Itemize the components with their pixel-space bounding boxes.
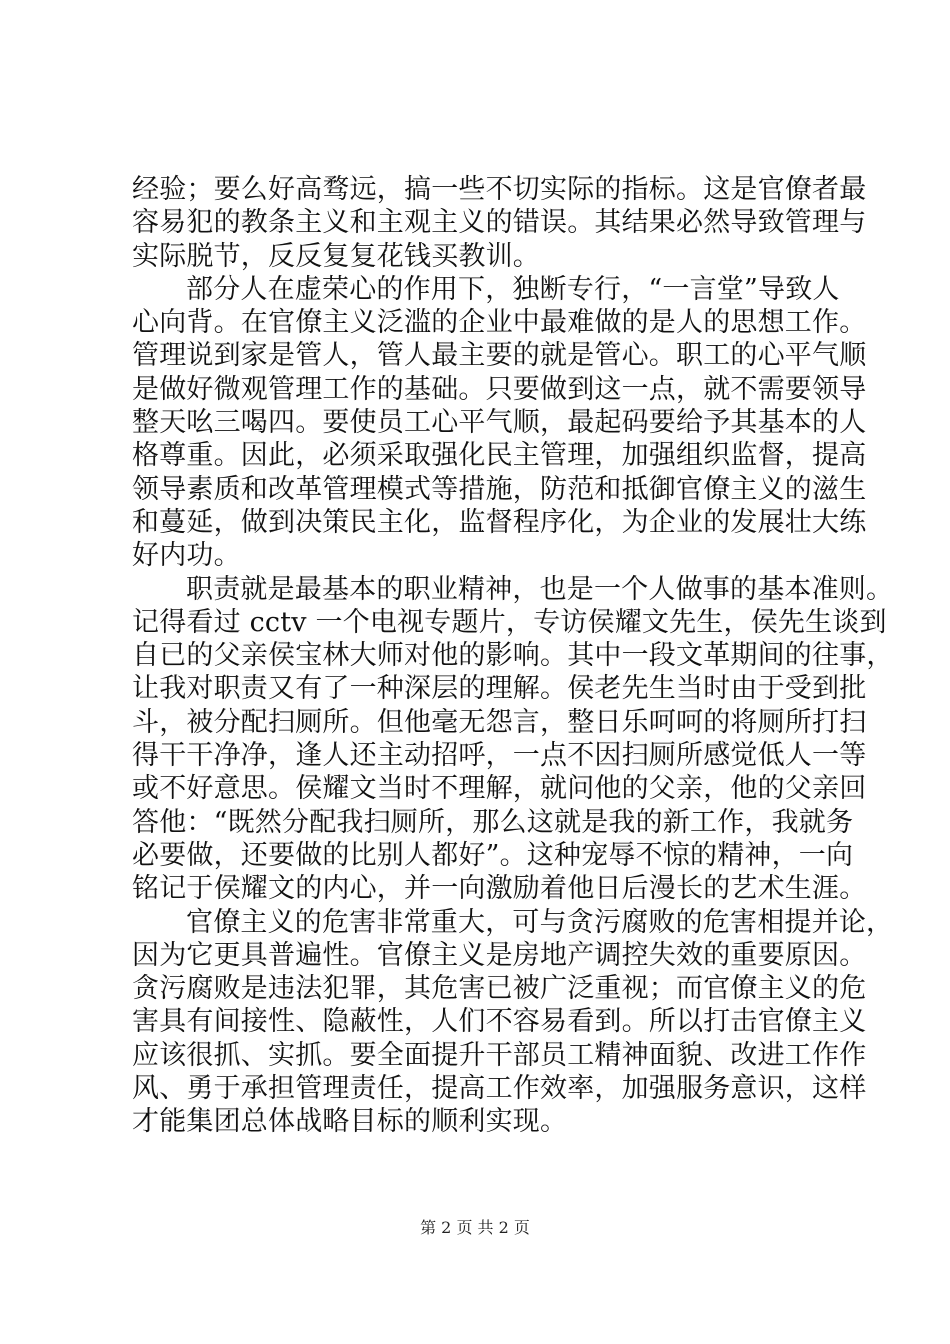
text-line: 铭记于侯耀文的内心，并一向激励着他日后漫长的艺术生涯。 xyxy=(132,873,867,905)
text-line: 风、勇于承担管理责任，提高工作效率，加强服务意识，这样 xyxy=(132,1073,867,1105)
text-line: 记得看过 cctv 一个电视专题片，专访侯耀文先生，侯先生谈到 xyxy=(132,606,887,638)
text-line: 让我对职责又有了一种深层的理解。侯老先生当时由于受到批 xyxy=(132,673,867,705)
text-line: 自已的父亲侯宝林大师对他的影响。其中一段文革期间的往事， xyxy=(132,640,894,672)
text-line: 领导素质和改革管理模式等措施，防范和抵御官僚主义的滋生 xyxy=(132,473,867,505)
text-line: 管理说到家是管人，管人最主要的就是管心。职工的心平气顺 xyxy=(132,340,867,372)
text-line: 职责就是最基本的职业精神，也是一个人做事的基本准则。 xyxy=(186,573,894,605)
text-line: 和蔓延，做到决策民主化，监督程序化，为企业的发展壮大练 xyxy=(132,506,867,538)
text-line: 经验；要么好高骛远，搞一些不切实际的指标。这是官僚者最 xyxy=(132,174,867,205)
text-line: 心向背。在官僚主义泛滥的企业中最难做的是人的思想工作。 xyxy=(132,307,867,339)
text-line: 得干干净净，逢人还主动招呼，一点不因扫厕所感觉低人一等 xyxy=(132,740,867,772)
text-line: 必要做，还要做的比别人都好”。这种宠辱不惊的精神，一向 xyxy=(132,839,854,871)
text-line: 是做好微观管理工作的基础。只要做到这一点，就不需要领导 xyxy=(132,373,867,405)
text-line: 应该很抓、实抓。要全面提升干部员工精神面貌、改进工作作 xyxy=(132,1039,867,1071)
text-line: 部分人在虚荣心的作用下，独断专行，“一言堂”导致人 xyxy=(186,273,840,305)
page-footer: 第 2 页 共 2 页 xyxy=(420,1218,530,1237)
text-line: 因为它更具普遍性。官僚主义是房地产调控失效的重要原因。 xyxy=(132,939,867,971)
text-line: 官僚主义的危害非常重大，可与贪污腐败的危害相提并论， xyxy=(186,906,894,938)
text-line: 好内功。 xyxy=(132,540,241,572)
text-line: 贪污腐败是违法犯罪，其危害已被广泛重视；而官僚主义的危 xyxy=(132,973,867,1005)
text-line: 容易犯的教条主义和主观主义的错误。其结果必然导致管理与 xyxy=(132,207,867,239)
text-line: 害具有间接性、隐蔽性，人们不容易看到。所以打击官僚主义 xyxy=(132,1006,867,1038)
text-line: 斗，被分配扫厕所。但他毫无怨言，整日乐呵呵的将厕所打扫 xyxy=(132,706,867,738)
text-line: 整天吆三喝四。要使员工心平气顺，最起码要给予其基本的人 xyxy=(132,407,867,439)
body-text xyxy=(132,173,894,1139)
text-line: 才能集团总体战略目标的顺利实现。 xyxy=(132,1106,568,1138)
text-line: 格尊重。因此，必须采取强化民主管理，加强组织监督，提高 xyxy=(132,440,867,472)
text-line: 实际脱节，反反复复花钱买教训。 xyxy=(132,240,540,272)
text-line: 答他：“既然分配我扫厕所，那么这就是我的新工作，我就务 xyxy=(132,806,854,838)
text-line: 或不好意思。侯耀文当时不理解，就问他的父亲，他的父亲回 xyxy=(132,773,867,805)
